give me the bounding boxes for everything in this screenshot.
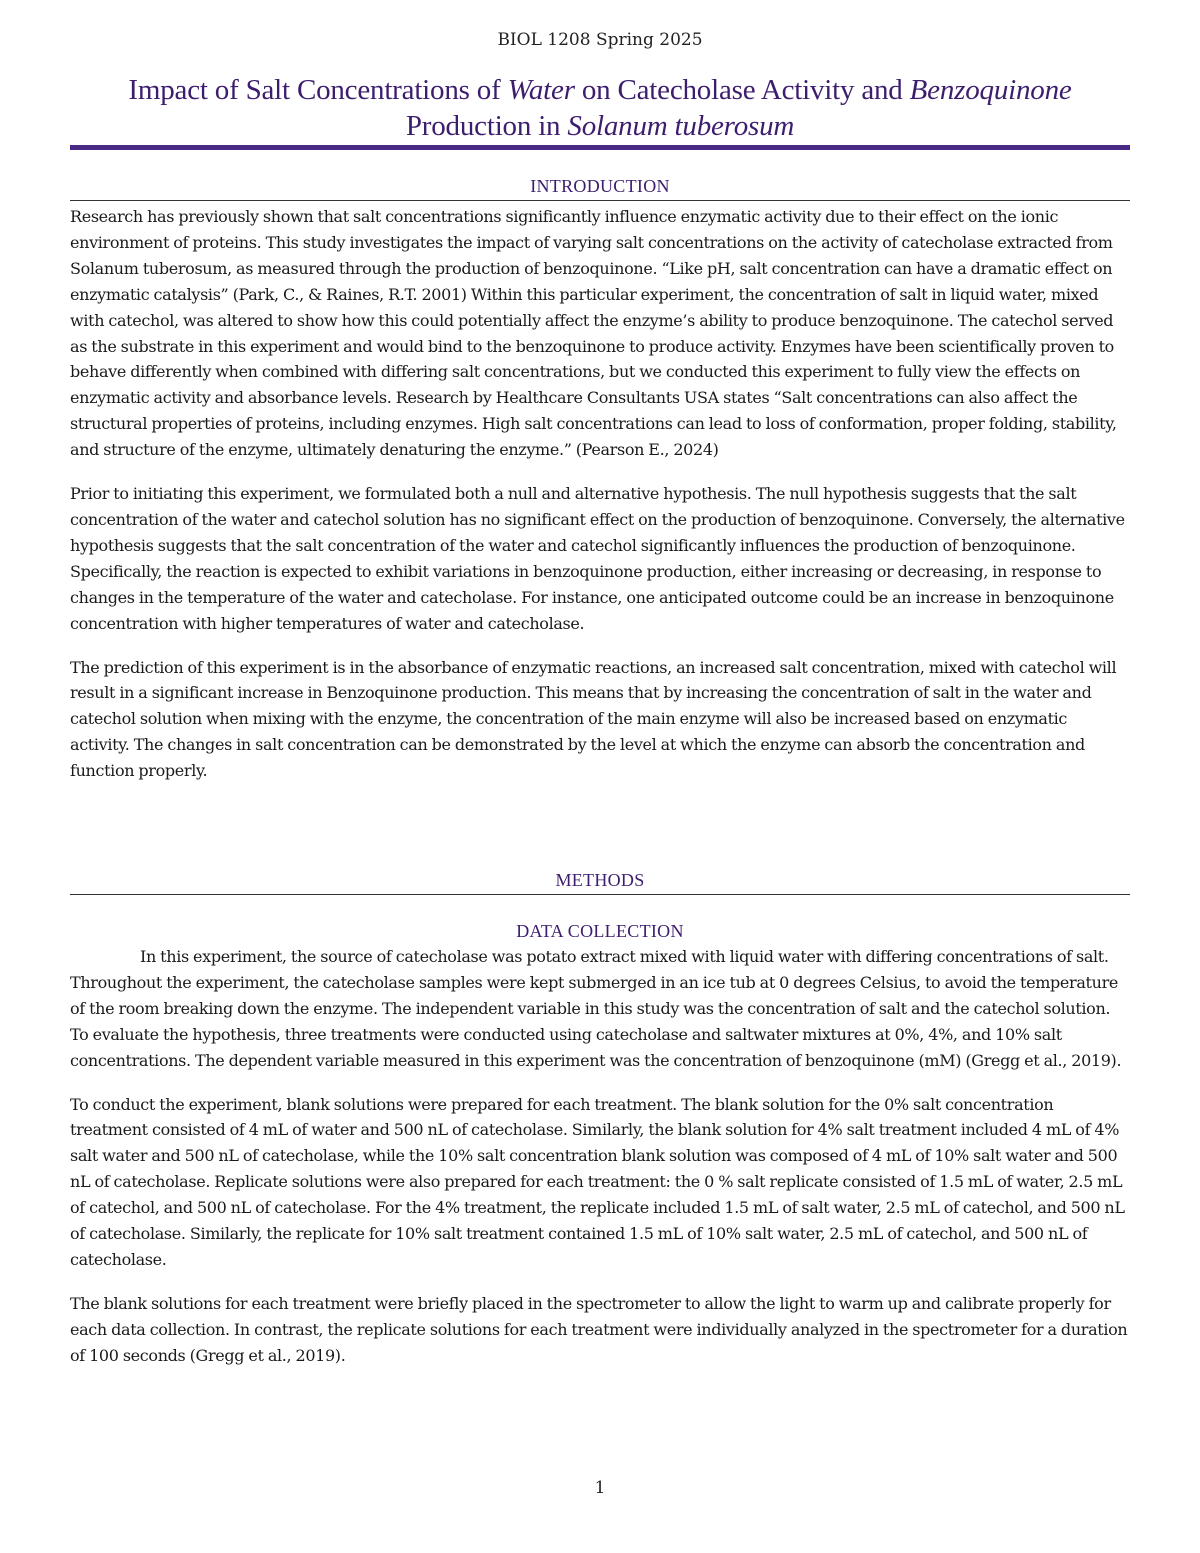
methods-heading: METHODS	[70, 870, 1130, 895]
running-header: BIOL 1208 Spring 2025	[497, 30, 703, 50]
page-number: 1	[594, 1478, 606, 1498]
introduction-section	[70, 176, 1130, 784]
methods-section	[70, 870, 1130, 1369]
methods-paragraph-3: The blank solutions for each treatment were briefly placed in the spectrometer to allow the light to warm up and calibrate properly for each data collection. In contrast, the replicate solutions for each treatment were individually analyzed in the spectrometer for a duration of 100 seconds (Gregg et al., 2019).	[70, 1293, 1128, 1365]
title-part-2: on Catecholase Activity and	[574, 74, 910, 106]
title-water: Water	[507, 74, 575, 106]
title-rule	[70, 145, 1130, 150]
paper-title	[70, 72, 1130, 144]
intro-paragraph-1: Research has previously shown that salt concentrations significantly influence enzymatic activity due to their effect on the ionic environment of proteins. This study investigates the impact of varying salt concentrations on the activity of catecholase extracted from Solanum tuberosum, as measured through the production of benzoquinone. “Like pH, salt concentration can have a dramatic effect on enzymatic catalysis” (Park, C., & Raines, R.T. 2001) Within this particular experiment, the concentration of salt in liquid water, mixed with catechol, was altered to show how this could potentially affect the enzyme’s ability to produce benzoquinone. The catechol served as the substrate in this experiment and would bind to the benzoquinone to produce activity. Enzymes have been scientifically proven to behave differently when combined with differing salt concentrations, but we conducted this experiment to fully view the effects on enzymatic activity and absorbance levels. Research by Healthcare Consultants USA states “Salt concentrations can also affect the structural properties of proteins, including enzymes. High salt concentrations can lead to loss of conformation, proper folding, stability, and structure of the enzyme, ultimately denaturing the enzyme.” (Pearson E., 2024)	[70, 207, 1117, 460]
intro-paragraph-3: The prediction of this experiment is in the absorbance of enzymatic reactions, an increased salt concentration, mixed with catechol will result in a significant increase in Benzoquinone production. This means that by increasing the concentration of salt in the water and catechol solution when mixing with the enzyme, the concentration of the main enzyme will also be increased based on enzymatic activity. The changes in salt concentration can be demonstrated by the level at which the enzyme can absorb the concentration and function properly.	[70, 657, 1117, 781]
methods-paragraph-2: To conduct the experiment, blank solutions were prepared for each treatment. The blank solution for the 0% salt concentration treatment consisted of 4 mL of water and 500 nL of catecholase. Similarly, the blank solution for 4% salt treatment included 4 mL of 4% salt water and 500 nL of catecholase, while the 10% salt concentration blank solution was composed of 4 mL of 10% salt water and 500 nL of catecholase. Replicate solutions were also prepared for each treatment: the 0 % salt replicate consisted of 1.5 mL of water, 2.5 mL of catechol, and 500 nL of catecholase. For the 4% treatment, the replicate included 1.5 mL of salt water, 2.5 mL of catechol, and 500 nL of catecholase. Similarly, the replicate for 10% salt treatment contained 1.5 mL of 10% salt water, 2.5 mL of catechol, and 500 nL of catecholase.	[70, 1094, 1125, 1269]
title-species: Solanum tuberosum	[567, 110, 795, 142]
intro-paragraph-2: Prior to initiating this experiment, we formulated both a null and alternative hypothesis. The null hypothesis suggests that the salt concentration of the water and catechol solution has no significant effect on the production of benzoquinone. Conversely, the alternative hypothesis suggests that the salt concentration of the water and catechol significantly influences the production of benzoquinone. Specifically, the reaction is expected to exhibit variations in benzoquinone production, either increasing or decreasing, in response to changes in the temperature of the water and catecholase. For instance, one anticipated outcome could be an increase in benzoquinone concentration with higher temperatures of water and catecholase.	[70, 484, 1125, 633]
methods-paragraph-1: In this experiment, the source of catecholase was potato extract mixed with liquid water with differing concentrations of salt. Throughout the experiment, the catecholase samples were kept submerged in an ice tub at 0 degrees Celsius, to avoid the temperature of the room breaking down the enzyme. The independent variable in this study was the concentration of salt and the catechol solution. To evaluate the hypothesis, three treatments were conducted using catecholase and saltwater mixtures at 0%, 4%, and 10% salt concentrations. The dependent variable measured in this experiment was the concentration of benzoquinone (mM) (Gregg et al., 2019).	[70, 947, 1122, 1070]
title-part-1: Impact of Salt Concentrations of	[128, 74, 508, 106]
title-part-3: Production in	[405, 110, 568, 142]
introduction-heading: INTRODUCTION	[70, 176, 1130, 201]
title-benzoquinone: Benzoquinone	[909, 74, 1072, 106]
data-collection-subheading: DATA COLLECTION	[516, 921, 684, 941]
